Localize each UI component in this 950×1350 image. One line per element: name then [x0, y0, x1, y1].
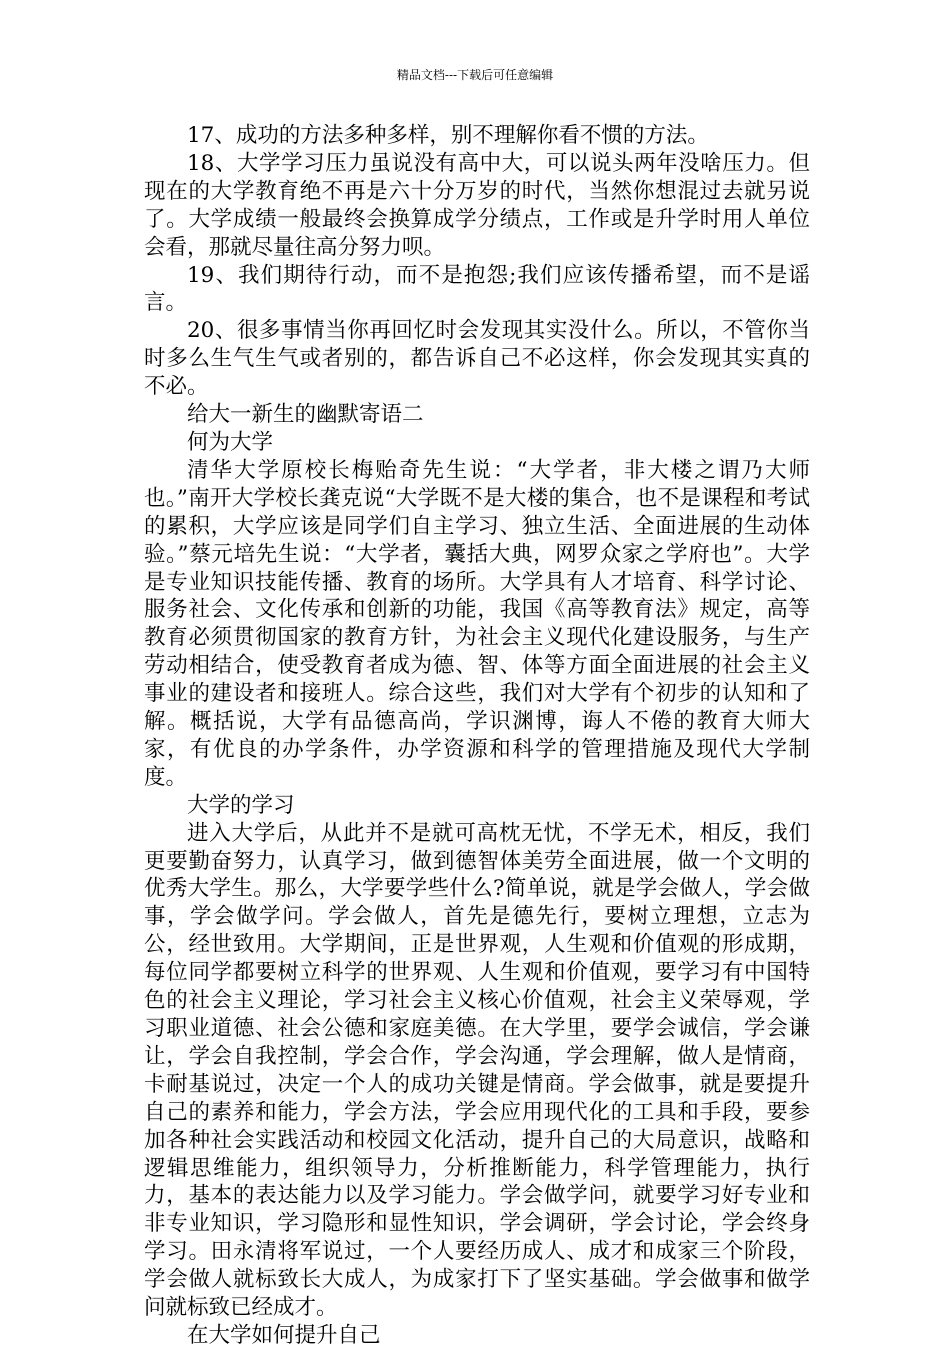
paragraph-what-is-university: 清华大学原校长梅贻奇先生说：“大学者，非大楼之谓乃大师也。”南开大学校长龚克说“大学既不是大楼的集合，也不是课程和考试的累积，大学应该是同学们自主学习、独立生活、全面进展的生动体验。”蔡元培先生说：“大学者，囊括大典，网罗众家之学府也”。大学是专业知识技能传播、教育的场所。大学具有人才培育、科学讨论、服务社会、文化传承和创新的功能，我国《高等教育法》规定，高等教育必须贯彻国家的教育方针，为社会主义现代化建设服务，与生产劳动相结合，使受教育者成为德、智、体等方面全面进展的社会主义事业的建设者和接班人。综合这些，我们对大学有个初步的认知和了解。概括说，大学有品德高尚，学识渊博，诲人不倦的教育大师大家，有优良的办学条件，办学资源和科学的管理措施及现代大学制度。: [144, 457, 810, 790]
document-body: [144, 122, 810, 1350]
subheading-self-improvement: 在大学如何提升自己: [187, 1322, 381, 1348]
paragraph-19: 19、我们期待行动，而不是抱怨;我们应该传播希望，而不是谣言。: [144, 262, 810, 316]
page-header: 精品文档---下载后可任意编辑: [396, 68, 554, 82]
section-title: 给大一新生的幽默寄语二: [187, 402, 424, 428]
paragraph-17: 17、成功的方法多种多样，别不理解你看不惯的方法。: [187, 123, 709, 148]
subheading-what-is-university: 何为大学: [187, 429, 274, 455]
paragraph-university-study: 进入大学后，从此并不是就可高枕无忧，不学无术，相反，我们更要勤奋努力，认真学习，做到德智体美劳全面进展，做一个文明的优秀大学生。那么，大学要学些什么?简单说，就是学会做人，学会做事，学会做学问。学会做人，首先是德先行，要树立理想，立志为公，经世致用。大学期间，正是世界观，人生观和价值观的形成期，每位同学都要树立科学的世界观、人生观和价值观，要学习有中国特色的社会主义理论，学习社会主义核心价值观，社会主义荣辱观，学习职业道德、社会公德和家庭美德。在大学里，要学会诚信，学会谦让，学会自我控制，学会合作，学会沟通，学会理解，做人是情商，卡耐基说过，决定一个人的成功关键是情商。学会做事，就是要提升自己的素养和能力，学会方法，学会应用现代化的工具和手段，要参加各种社会实践活动和校园文化活动，提升自己的大局意识，战略和逻辑思维能力，组织领导力，分析推断能力，科学管理能力，执行力，基本的表达能力以及学习能力。学会做学问，就要学习好专业和非专业知识，学习隐形和显性知识，学会调研，学会讨论，学会终身学习。田永清将军说过，一个人要经历成人、成才和成家三个阶段，学会做人就标致长大成人，为成家打下了坚实基础。学会做事和做学问就标致已经成才。: [144, 820, 810, 1321]
paragraph-18: 18、大学学习压力虽说没有高中大，可以说头两年没啥压力。但现在的大学教育绝不再是六十分万岁的时代，当然你想混过去就另说了。大学成绩一般最终会换算成学分绩点，工作或是升学时用人单位会看，那就尽量往高分努力呗。: [144, 150, 810, 260]
subheading-university-study: 大学的学习: [187, 792, 295, 818]
paragraph-20: 20、很多事情当你再回忆时会发现其实没什么。所以，不管你当时多么生气生气或者别的，都告诉自己不必这样，你会发现其实真的不必。: [144, 318, 810, 400]
